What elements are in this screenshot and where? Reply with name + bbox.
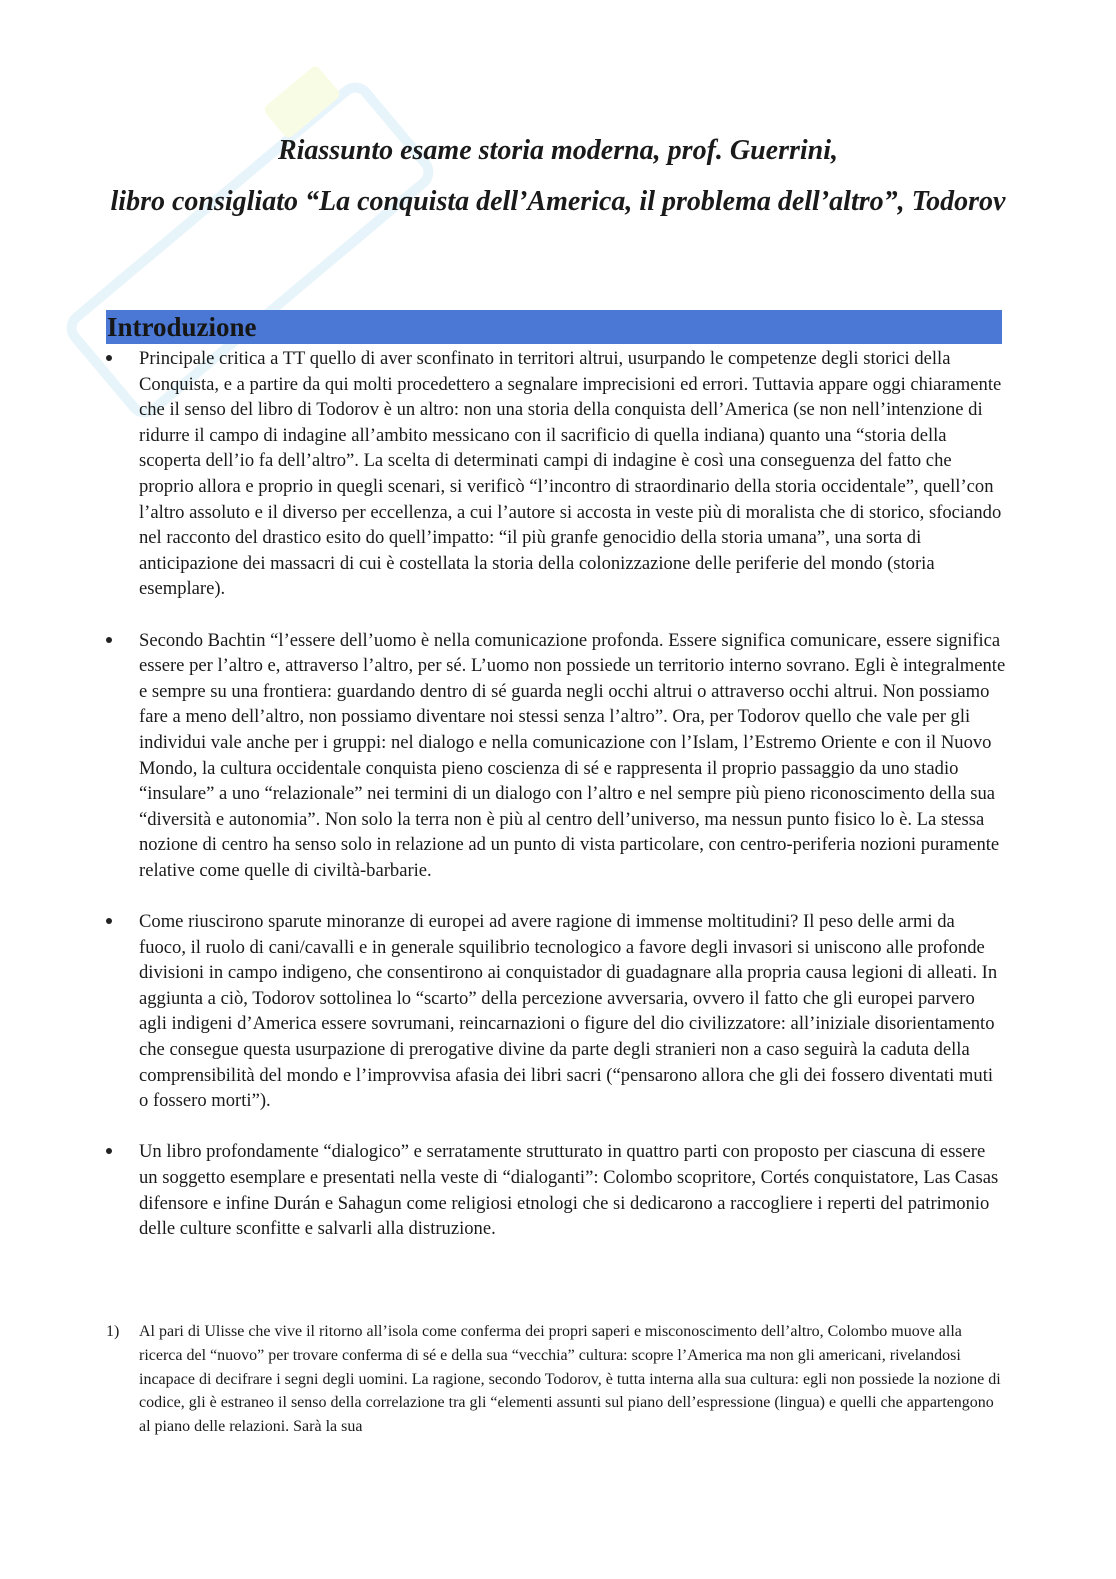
paragraph: Secondo Bachtin “l’essere dell’uomo è nella comunicazione profonda. Essere significa comunicare, essere significa essere per l’altro e, attraverso l’altro, per sé. L’uomo non possiede un territorio interno sovrano. Egli è integralmente e sempre su una frontiera: guardando dentro di sé guarda negli occhi altrui o attraverso occhi altrui. Non possiamo fare a meno dell’altro, non possiamo diventare noi stessi senza l’altro”. Ora, per Todorov quello che vale per gli individui vale anche per i gruppi: nel dialogo e nella comunicazione con l’Islam, l’Estremo Oriente e con il Nuovo Mondo, la cultura occidentale conquista pieno coscienza di sé e rappresenta il proprio passaggio da uno stadio “insulare” a uno “relazionale” nei termini di un dialogo con l’altro e nel sempre più pieno riconoscimento della sua “diversità e autonomia”. Non solo la terra non è più al centro dell’universo, ma nessun punto fisico lo è. La stessa nozione di centro ha senso solo in relazione ad un punto di vista particolare, con centro-periferia nozioni puramente relative come quelle di civiltà-barbarie. (139, 629, 1006, 881)
numbered-item (106, 1320, 1006, 1439)
paragraph: Come riuscirono sparute minoranze di europei ad avere ragione di immense moltitudini? Il peso delle armi da fuoco, il ruolo di cani/cavalli e in generale squilibrio tecnologico a favore degli invasori si uniscono alle profonde divisioni in campo indigeno, che consentirono ai conquistador di guadagnare alla propria causa legioni di alleati. In aggiunta a ciò, Todorov sottolinea lo “scarto” della percezione avversaria, ovvero il fatto che gli europei parvero agli indigeni d’America essere sovrumani, reincarnazioni o figure del dio civilizzatore: all’iniziale disorientamento che consegue questa usurpazione di prerogative divine da parte degli stranieri non a caso seguirà la caduta della comprensibilità del mondo e l’improvvisa afasia dei libri sacri (“pensarono allora che gli dei fossero diventati muti o fossero morti”). (139, 911, 998, 1112)
bullet-list (106, 346, 1006, 1267)
list-item (106, 628, 1006, 884)
item-number: 1) (106, 1323, 120, 1340)
bullet-icon (106, 918, 112, 924)
paragraph: Principale critica a TT quello di aver sconfinato in territori altrui, usurpando le competenze degli storici della Conquista, e a partire da qui molti procedettero a segnalare imprecisioni ed errori. Tuttavia appare oggi chiaramente che il senso del libro di Todorov è un altro: non una storia della conquista dell’America (se non nell’intenzione di ridurre il campo di indagine all’ambito messicano con il sacrificio di quella indiana) quanto una “storia della scoperta dell’io fa dell’altro”. La scelta di determinati campi di indagine è così una conseguenza del fatto che proprio allora e proprio in quegli scenari, si verificò “l’incontro di straordinario della storia occidentale”, quell’con l’altro assoluto e il diverso per eccellenza, a cui l’autore si accosta in veste più di moralista che di storico, sfociando nel racconto del drastico esito do quell’impatto: “il più granfe genocidio della storia umana”, una sorta di anticipazione dei massacri di cui è costellata la storia della colonizzazione delle periferie del mondo (storia esemplare). (139, 348, 1002, 600)
bullet-icon (106, 637, 112, 643)
list-item (106, 1139, 1006, 1241)
list-item (106, 346, 1006, 602)
document-title: Riassunto esame storia moderna, prof. Guerrini, (277, 135, 839, 166)
bullet-icon (106, 1148, 112, 1154)
bullet-icon (106, 355, 112, 361)
paragraph: Un libro profondamente “dialogico” e serratamente strutturato in quattro parti con proposto per ciascuna di essere un soggetto esemplare e presentati nella veste di “dialoganti”: Colombo scopritore, Cortés conquistatore, Las Casas difensore e infine Durán e Sahagun come religiosi etnologi che si dedicarono a raccogliere i reperti del patrimonio delle culture sconfitte e salvarli alla distruzione. (139, 1141, 999, 1240)
paragraph: Al pari di Ulisse che vive il ritorno all’isola come conferma dei propri saperi e misconoscimento dell’altro, Colombo muove alla ricerca del “nuovo” per trovare conferma di sé e della sua “vecchia” cultura: scopre l’America ma non gli americani, rivelandosi incapace di decifrare i segni degli uomini. La ragione, secondo Todorov, è tutta interna alla sua cultura: egli non possiede la nozione di codice, gli è estraneo il senso della correlazione tra gli “elementi assunti sul piano dell’espressione (lingua) e quelli che appartengono al piano delle relazioni. Sarà la sua (139, 1323, 1001, 1436)
document-subtitle: libro consigliato “La conquista dell’America, il problema dell’altro”, Todorov (110, 186, 1006, 217)
section-heading: Introduzione (107, 312, 257, 342)
list-item (106, 909, 1006, 1114)
section-heading-band (106, 310, 1002, 344)
